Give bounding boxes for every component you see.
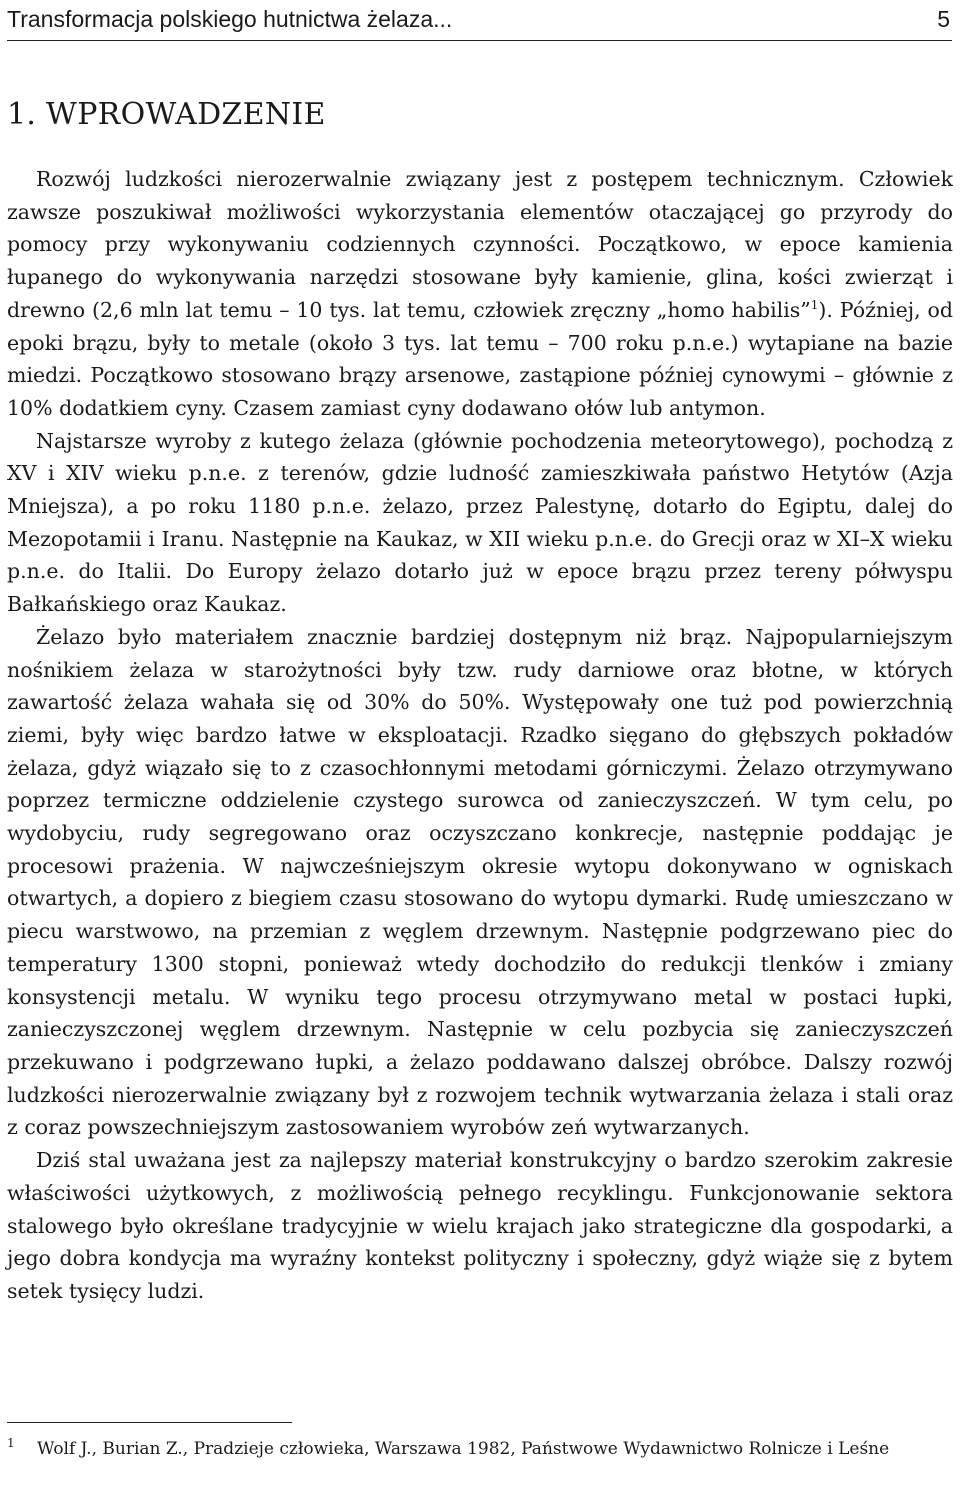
footnote-number: 1 [7, 1436, 15, 1450]
page-number: 5 [937, 6, 950, 32]
footnote-text: Wolf J., Burian Z., Pradzieje człowieka, Warszawa 1982, Państwowe Wydawnictwo Rolnicze i Leśne [37, 1439, 890, 1459]
body-text [7, 163, 953, 1308]
running-title: Transformacja polskiego hutnictwa żelaza... [7, 6, 453, 32]
paragraph: Żelazo było materiałem znacznie bardziej dostępnym niż brąz. Najpopularniejszym nośnikiem żelaza w starożytności były tzw. rudy darniowe oraz błotne, w których zawartość żelaza wahała się od 30% do 50%. Występowały one tuż pod powierzchnią ziemi, były więc bardzo łatwe w eksploatacji. Rzadko sięgano do głębszych pokładów żelaza, gdyż wiązało się to z czasochłonnymi metodami górniczymi. Żelazo otrzymywano poprzez termiczne oddzielenie czystego surowca od zanieczyszczeń. W tym celu, po wydobyciu, rudy segregowano oraz oczyszczano konkrecje, następnie poddając je procesowi prażenia. W najwcześniejszym okresie wytopu dokonywano w ogniskach otwartych, a dopiero z biegiem czasu stosowano do wytopu dymarki. Rudę umieszczano w piecu warstwowo, na przemian z węglem drzewnym. Następnie podgrzewano piec do temperatury 1300 stopni, ponieważ wtedy dochodziło do redukcji tlenków i zmiany konsystencji metalu. W wyniku tego procesu otrzymywano metal w postaci łupki, zanieczyszczonej węglem drzewnym. Następnie w celu pozbycia się zanieczyszczeń przekuwano i podgrzewano łupki, a żelazo poddawano dalszej obróbce. Dalszy rozwój ludzkości nierozerwalnie związany był z rozwojem technik wytwarzania żelaza i stali oraz z coraz powszechniejszym zastosowaniem wyrobów zeń wytwarzanych. [7, 624, 953, 1140]
footnote-reference: 1 [810, 297, 819, 312]
running-header [7, 0, 952, 41]
footnote [7, 1436, 953, 1462]
paragraph: Najstarsze wyroby z kutego żelaza (głównie pochodzenia meteorytowego), pochodzą z XV i XIV wieku p.n.e. z terenów, gdzie ludność zamieszkiwała państwo Hetytów (Azja Mniejsza), a po roku 1180 p.n.e. żelazo, przez Palestynę, dotarło do Egiptu, dalej do Mezopotamii i Iranu. Następnie na Kaukaz, w XII wieku p.n.e. do Grecji oraz w XI–X wieku p.n.e. do Italii. Do Europy żelazo dotarło już w epoce brązu przez tereny półwyspu Bałkańskiego oraz Kaukaz. [7, 428, 953, 617]
paragraph-text: Rozwój ludzkości nierozerwalnie związany jest z postępem technicznym. Człowiek zawsze poszukiwał możliwości wykorzystania elementów otaczającej go przyrody do pomocy przy wykonywaniu codziennych czynności. Początkowo, w epoce kamienia łupanego do wykonywania narzędzi stosowane były kamienie, glina, kości zwierząt i drewno (2,6 mln lat temu – 10 tys. lat temu, człowiek zręczny „homo habilis” [7, 167, 953, 322]
paragraph [7, 163, 953, 425]
footnote-divider [7, 1422, 292, 1423]
section-heading: 1. WPROWADZENIE [7, 97, 326, 132]
paragraph: Dziś stal uważana jest za najlepszy materiał konstrukcyjny o bardzo szerokim zakresie właściwości użytkowych, z możliwością pełnego recyklingu. Funkcjonowanie sektora stalowego było określane tradycyjnie w wielu krajach jako strategiczne dla gospodarki, a jego dobra kondycja ma wyraźny kontekst polityczny i społeczny, gdyż wiąże się z bytem setek tysięcy ludzi. [7, 1148, 953, 1303]
paragraph-text: ). Później, od epoki brązu, były to metale (około 3 tys. lat temu – 700 roku p.n.e.) wytapiane na bazie miedzi. Początkowo stosowano brązy arsenowe, zastąpione później cynowymi – głównie z 10% dodatkiem cyny. Czasem zamiast cyny dodawano ołów lub antymon. [7, 297, 953, 420]
